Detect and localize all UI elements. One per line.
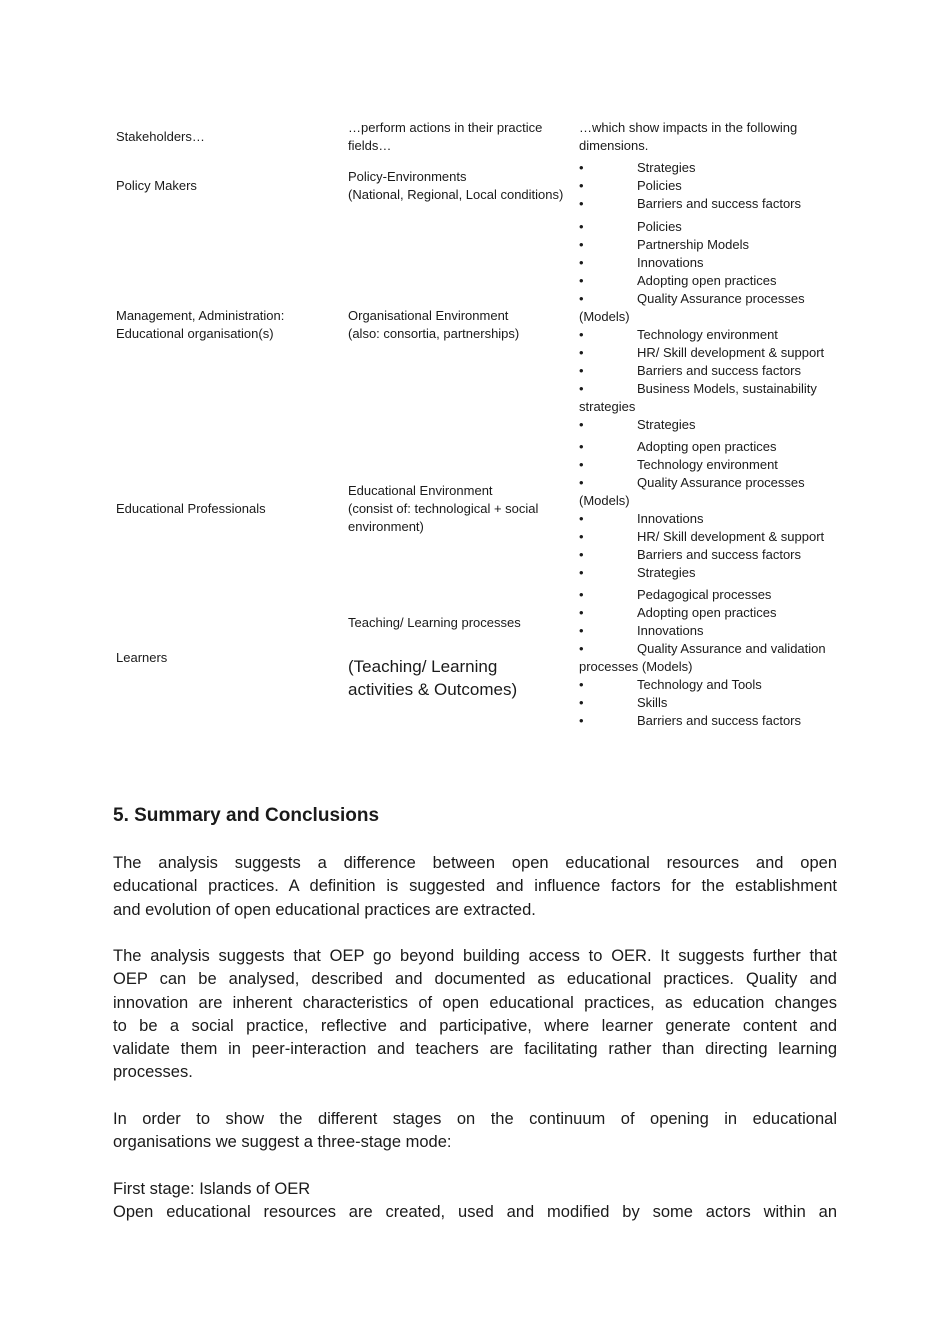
paragraph-1: The analysis suggests a difference between open educational resources and open educational practices. A definition is suggested and influence factors for the establishment and evolution of open educational practices are extracted.: [113, 854, 837, 919]
list-item-continuation: processes (Models): [579, 659, 693, 674]
stage-text: Open educational resources are created, used and modified by some actors within an: [113, 1203, 837, 1221]
list-item: • Quality Assurance processes: [579, 475, 805, 490]
row-learners-environment-large: (Teaching/ Learning activities & Outcomes): [348, 657, 518, 699]
list-item: • HR/ Skill development & support: [579, 529, 825, 544]
list-item-continuation: (Models): [579, 493, 630, 508]
list-item: • Technology environment: [579, 457, 778, 472]
list-item: • Barriers and success factors: [579, 363, 802, 378]
row-management-impacts: [579, 218, 839, 434]
list-item: • Quality Assurance processes: [579, 291, 805, 306]
row-learners-environment: Teaching/ Learning processes: [348, 615, 521, 630]
list-item: • Policies: [579, 219, 682, 234]
paragraph-2: The analysis suggests that OEP go beyond building access to OER. It suggests further that OEP can be analysed, described and documented as educational practices. Quality and innovation are inherent characteristics of open educational practices, as education changes to be a social practice, reflective and participative, where learner generate content and validate them in peer-interaction and teachers are facilitating rather than directing learning processes.: [113, 947, 837, 1082]
list-item: • HR/ Skill development & support: [579, 345, 825, 360]
list-item: • Adopting open practices: [579, 273, 777, 288]
header-stakeholders: Stakeholders…: [116, 129, 205, 144]
list-item: • Technology and Tools: [579, 677, 762, 692]
list-item: • Innovations: [579, 623, 704, 638]
list-item: • Barriers and success factors: [579, 713, 802, 728]
list-item: • Barriers and success factors: [579, 196, 802, 211]
list-item: • Strategies: [579, 417, 696, 432]
row-professionals-stakeholder: Educational Professionals: [116, 501, 266, 516]
stage-title: First stage: Islands of OER: [113, 1180, 311, 1198]
row-policy-makers-stakeholder: Policy Makers: [116, 178, 197, 193]
list-item: • Business Models, sustainability: [579, 381, 817, 396]
row-learners-impacts: [579, 586, 839, 730]
list-item: • Strategies: [579, 565, 696, 580]
row-policy-makers-environment: Policy-Environments (National, Regional, Local conditions): [348, 169, 564, 202]
list-item: • Partnership Models: [579, 237, 749, 252]
list-item: • Adopting open practices: [579, 605, 777, 620]
list-item: • Innovations: [579, 511, 704, 526]
list-item: • Policies: [579, 178, 682, 193]
list-item-continuation: strategies: [579, 399, 636, 414]
list-item: • Pedagogical processes: [579, 587, 772, 602]
row-professionals-impacts: [579, 438, 839, 582]
list-item: • Barriers and success factors: [579, 547, 802, 562]
list-item: • Technology environment: [579, 327, 778, 342]
row-management-environment: Organisational Environment (also: consortia, partnerships): [348, 308, 520, 341]
section-heading: 5. Summary and Conclusions: [113, 805, 380, 826]
row-policy-makers-impacts: [579, 159, 839, 213]
paragraph-3: In order to show the different stages on the continuum of opening in educational organisations we suggest a three-stage mode:: [113, 1110, 837, 1152]
list-item: • Adopting open practices: [579, 439, 777, 454]
list-item: • Quality Assurance and validation: [579, 641, 826, 656]
row-management-stakeholder: Management, Administration: Educational organisation(s): [116, 308, 285, 341]
list-item: • Strategies: [579, 160, 696, 175]
header-actions: …perform actions in their practice fields…: [348, 120, 543, 153]
list-item-continuation: (Models): [579, 309, 630, 324]
row-learners-stakeholder: Learners: [116, 650, 168, 665]
list-item: • Skills: [579, 695, 668, 710]
header-impacts: …which show impacts in the following dimensions.: [579, 120, 798, 153]
row-professionals-environment: Educational Environment (consist of: technological + social environment): [348, 483, 539, 534]
list-item: • Innovations: [579, 255, 704, 270]
